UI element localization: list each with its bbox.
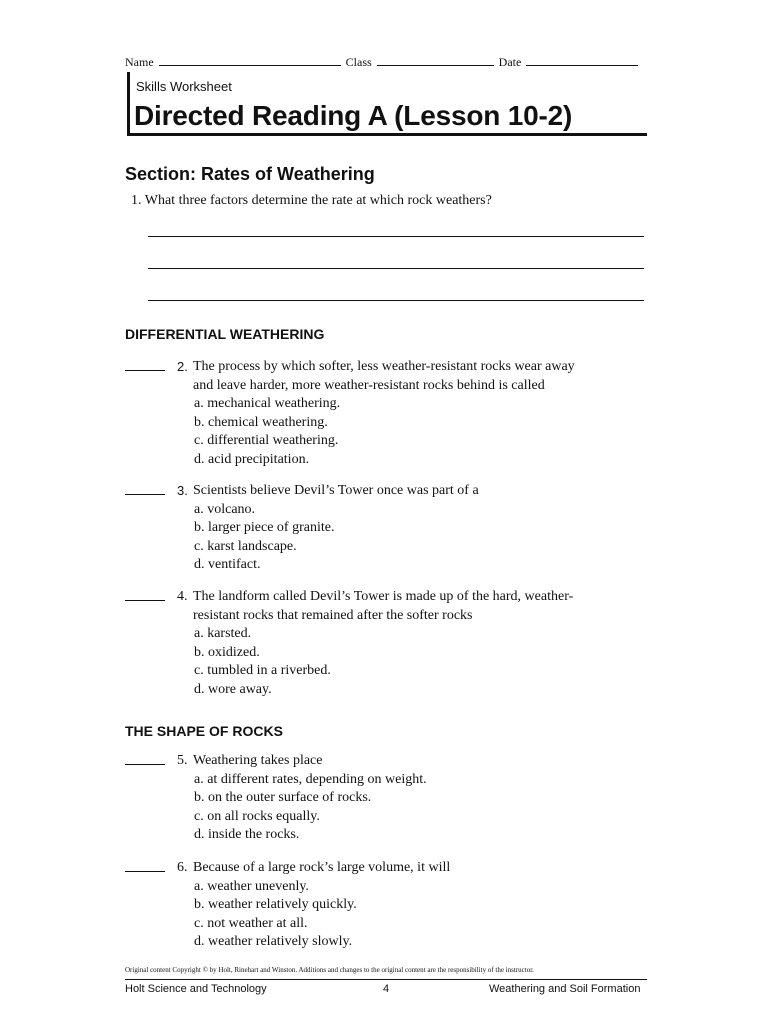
- question-text: and leave harder, more weather-resistant rocks behind is called: [193, 377, 545, 393]
- answer-blank[interactable]: [125, 764, 165, 765]
- option-c: c. not weather at all.: [194, 915, 308, 931]
- question-number: 6.: [177, 860, 188, 875]
- footer-chapter: Weathering and Soil Formation: [489, 983, 641, 995]
- question-text: Because of a large rock’s large volume, it will: [193, 860, 451, 875]
- page-title: Directed Reading A (Lesson 10-2): [134, 100, 573, 131]
- footer-divider: [125, 979, 647, 980]
- question-text: The landform called Devil’s Tower is made up of the hard, weather-: [193, 589, 574, 604]
- options-list: [194, 625, 331, 699]
- name-blank[interactable]: [159, 55, 341, 66]
- option-b: b. oxidized.: [194, 644, 260, 660]
- class-blank[interactable]: [377, 55, 494, 66]
- title-rule: [127, 133, 647, 136]
- option-a: a. mechanical weathering.: [194, 396, 341, 411]
- option-b: b. larger piece of granite.: [194, 520, 335, 535]
- option-a: a. at different rates, depending on weight.: [194, 771, 427, 787]
- options-list: [194, 501, 334, 575]
- question-number: 4.: [177, 589, 188, 604]
- options-list: [194, 771, 427, 845]
- answer-line-1[interactable]: [148, 236, 644, 237]
- subhead-differential-weathering: DIFFERENTIAL WEATHERING: [125, 326, 325, 342]
- answer-blank[interactable]: [125, 494, 165, 495]
- answer-blank[interactable]: [125, 600, 165, 601]
- footer-page-number: 4: [383, 983, 390, 995]
- answer-blank[interactable]: [125, 370, 165, 371]
- section-title: Section: Rates of Weathering: [125, 164, 375, 184]
- answer-line-3[interactable]: [148, 300, 644, 301]
- option-a: a. weather unevenly.: [194, 878, 309, 894]
- name-label: Name: [125, 55, 154, 69]
- option-c: c. tumbled in a riverbed.: [194, 663, 331, 678]
- question-number: 3.: [177, 483, 188, 498]
- options-list: [194, 395, 340, 469]
- class-label: Class: [345, 55, 372, 69]
- student-info-line: [125, 55, 640, 70]
- options-list: [194, 878, 357, 952]
- option-d: d. weather relatively slowly.: [194, 934, 353, 949]
- option-c: c. on all rocks equally.: [194, 808, 320, 824]
- date-blank[interactable]: [526, 55, 638, 66]
- question-text: The process by which softer, less weather-resistant rocks wear away: [193, 359, 575, 374]
- date-label: Date: [498, 55, 522, 69]
- option-d: d. wore away.: [194, 681, 272, 697]
- worksheet-type: Skills Worksheet: [136, 79, 232, 94]
- subhead-shape-of-rocks: THE SHAPE OF ROCKS: [125, 723, 283, 739]
- question-text: Weathering takes place: [193, 753, 323, 768]
- copyright-notice: Original content Copyright © by Holt, Rinehart and Winston. Additions and changes to the original content are the responsibility of the instructor.: [125, 966, 534, 974]
- footer-publisher: Holt Science and Technology: [125, 983, 267, 995]
- option-b: b. on the outer surface of rocks.: [194, 790, 372, 805]
- option-d: d. inside the rocks.: [194, 827, 300, 842]
- answer-blank[interactable]: [125, 871, 165, 872]
- question-number: 5.: [177, 753, 188, 768]
- question-number: 2.: [177, 359, 188, 374]
- question-1: 1. What three factors determine the rate at which rock weathers?: [131, 193, 492, 208]
- option-d: d. ventifact.: [194, 557, 261, 572]
- option-c: c. karst landscape.: [194, 538, 297, 554]
- option-a: a. volcano.: [194, 501, 256, 517]
- option-b: b. weather relatively quickly.: [194, 897, 357, 912]
- answer-line-2[interactable]: [148, 268, 644, 269]
- option-c: c. differential weathering.: [194, 433, 339, 448]
- option-b: b. chemical weathering.: [194, 414, 328, 430]
- question-text: Scientists believe Devil’s Tower once was part of a: [193, 483, 479, 498]
- option-d: d. acid precipitation.: [194, 451, 310, 467]
- question-text: resistant rocks that remained after the softer rocks: [193, 607, 473, 623]
- option-a: a. karsted.: [194, 626, 252, 641]
